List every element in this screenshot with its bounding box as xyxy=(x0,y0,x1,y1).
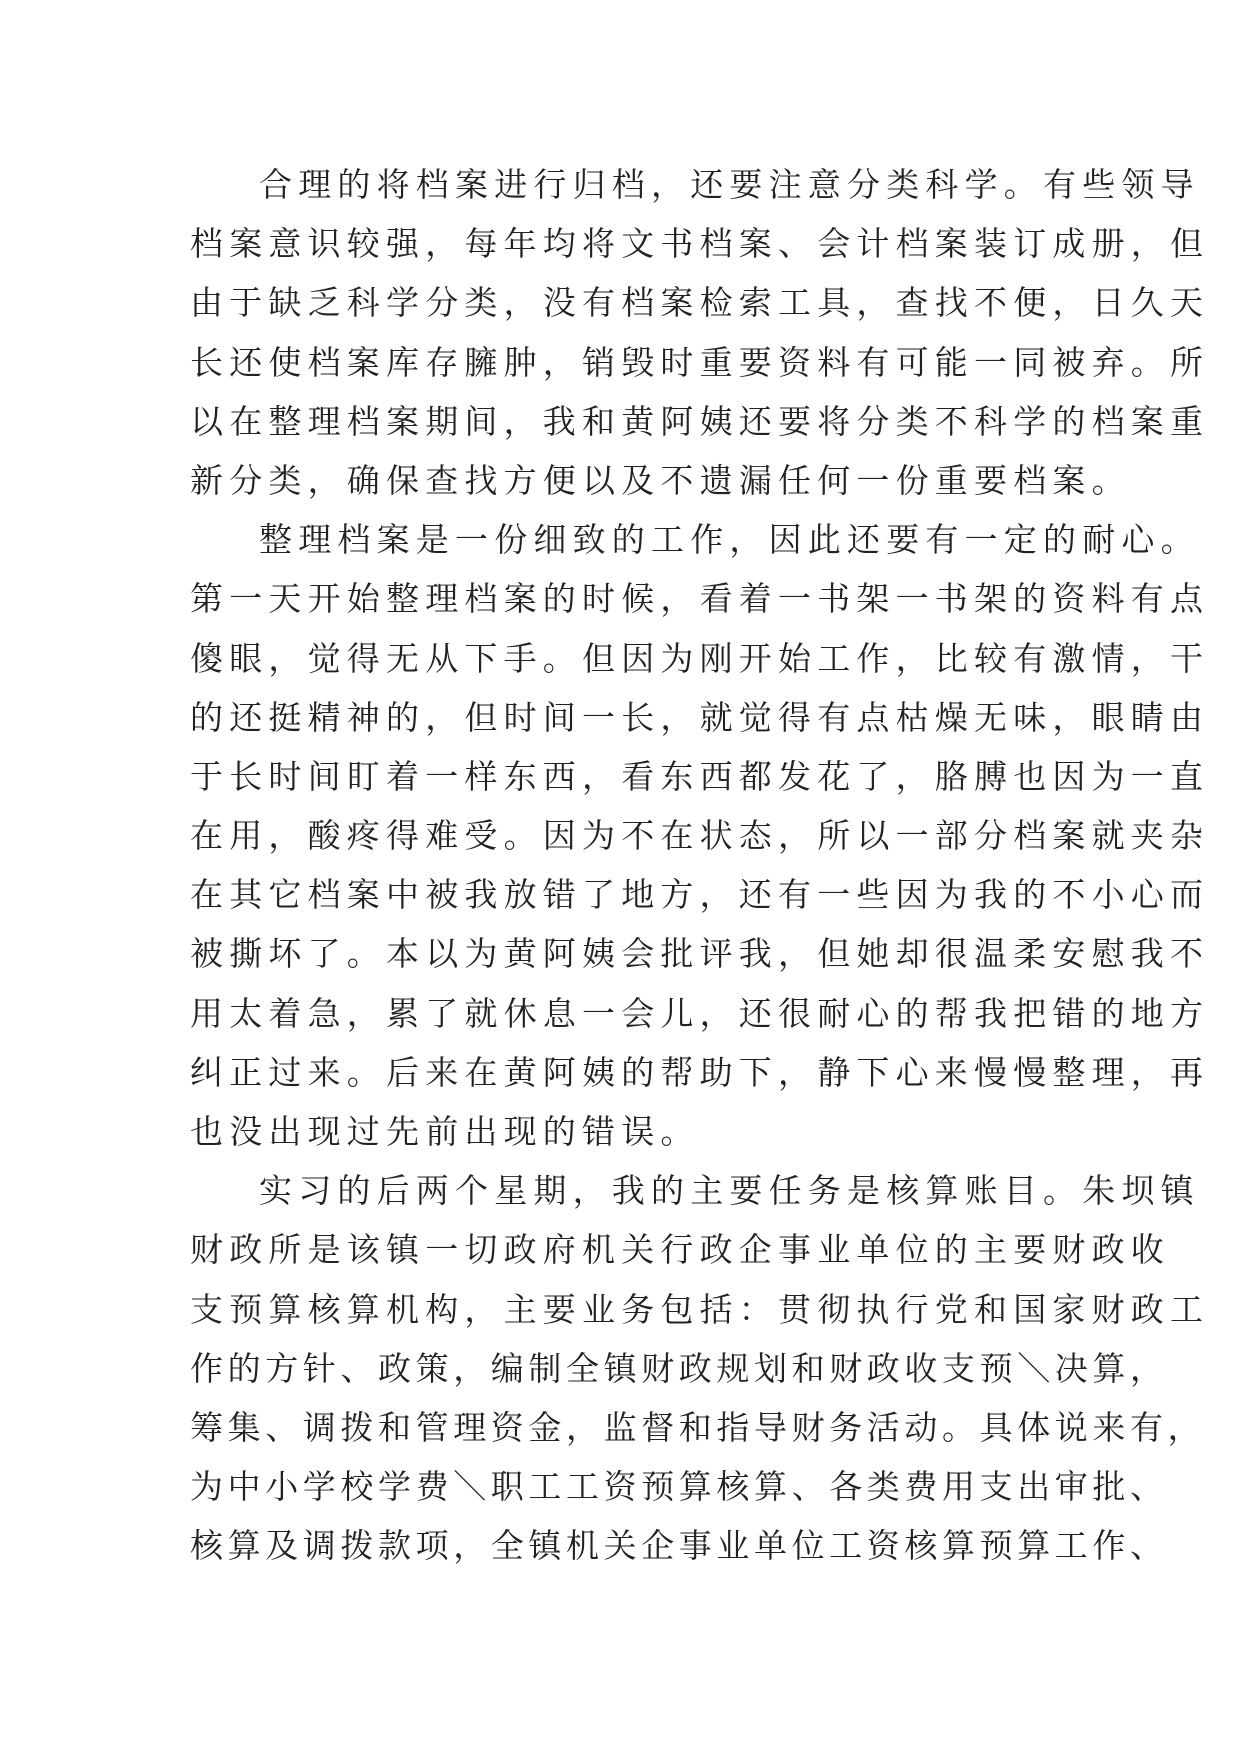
text-line: 支预算核算机构，主要业务包括：贯彻执行党和国家财政工 xyxy=(190,1289,1210,1329)
text-line: 在其它档案中被我放错了地方，还有一些因为我的不小心而 xyxy=(190,875,1210,915)
text-line: 实习的后两个星期，我的主要任务是核算账目。朱坝镇 xyxy=(259,1171,1200,1211)
text-line: 为中小学校学费＼职工工资预算核算、各类费用支出审批、 xyxy=(190,1467,1168,1507)
text-line: 作的方针、政策，编制全镇财政规划和财政收支预＼决算， xyxy=(190,1348,1168,1388)
text-line: 合理的将档案进行归档，还要注意分类科学。有些领导 xyxy=(259,165,1200,204)
text-line: 在用，酸疼得难受。因为不在状态，所以一部分档案就夹杂 xyxy=(190,816,1210,856)
text-line: 筹集、调拨和管理资金，监督和指导财务活动。具体说来有， xyxy=(190,1407,1206,1447)
paragraph xyxy=(190,1161,1210,1575)
text-line: 新分类，确保查找方便以及不遗漏任何一份重要档案。 xyxy=(190,460,1131,500)
text-line: 用太着急，累了就休息一会儿，还很耐心的帮我把错的地方 xyxy=(190,993,1210,1033)
text-line: 以在整理档案期间，我和黄阿姨还要将分类不科学的档案重 xyxy=(190,401,1210,441)
text-line: 被撕坏了。本以为黄阿姨会批评我，但她却很温柔安慰我不 xyxy=(190,934,1210,974)
body-text xyxy=(190,155,1210,1576)
text-line: 也没出现过先前出现的错误。 xyxy=(190,1112,700,1151)
text-line: 长还使档案库存臃肿，销毁时重要资料有可能一同被弃。所 xyxy=(190,342,1210,382)
text-line: 的还挺精神的，但时间一长，就觉得有点枯燥无味，眼睛由 xyxy=(190,697,1210,737)
text-line: 由于缺乏科学分类，没有档案检索工具，查找不便，日久天 xyxy=(190,283,1210,323)
text-line: 整理档案是一份细致的工作，因此还要有一定的耐心。 xyxy=(259,520,1200,560)
text-line: 纠正过来。后来在黄阿姨的帮助下，静下心来慢慢整理，再 xyxy=(190,1052,1210,1092)
text-line: 档案意识较强，每年均将文书档案、会计档案装订成册，但 xyxy=(190,224,1210,264)
paragraph xyxy=(190,510,1210,1161)
text-line: 核算及调拨款项，全镇机关企事业单位工资核算预算工作、 xyxy=(190,1526,1168,1566)
text-line: 财政所是该镇一切政府机关行政企事业单位的主要财政收 xyxy=(190,1230,1170,1270)
text-line: 傻眼，觉得无从下手。但因为刚开始工作，比较有激情，干 xyxy=(190,638,1210,678)
text-line: 于长时间盯着一样东西，看东西都发花了，胳膊也因为一直 xyxy=(190,756,1210,796)
paragraph xyxy=(190,155,1210,510)
text-line: 第一天开始整理档案的时候，看着一书架一书架的资料有点 xyxy=(190,579,1210,619)
